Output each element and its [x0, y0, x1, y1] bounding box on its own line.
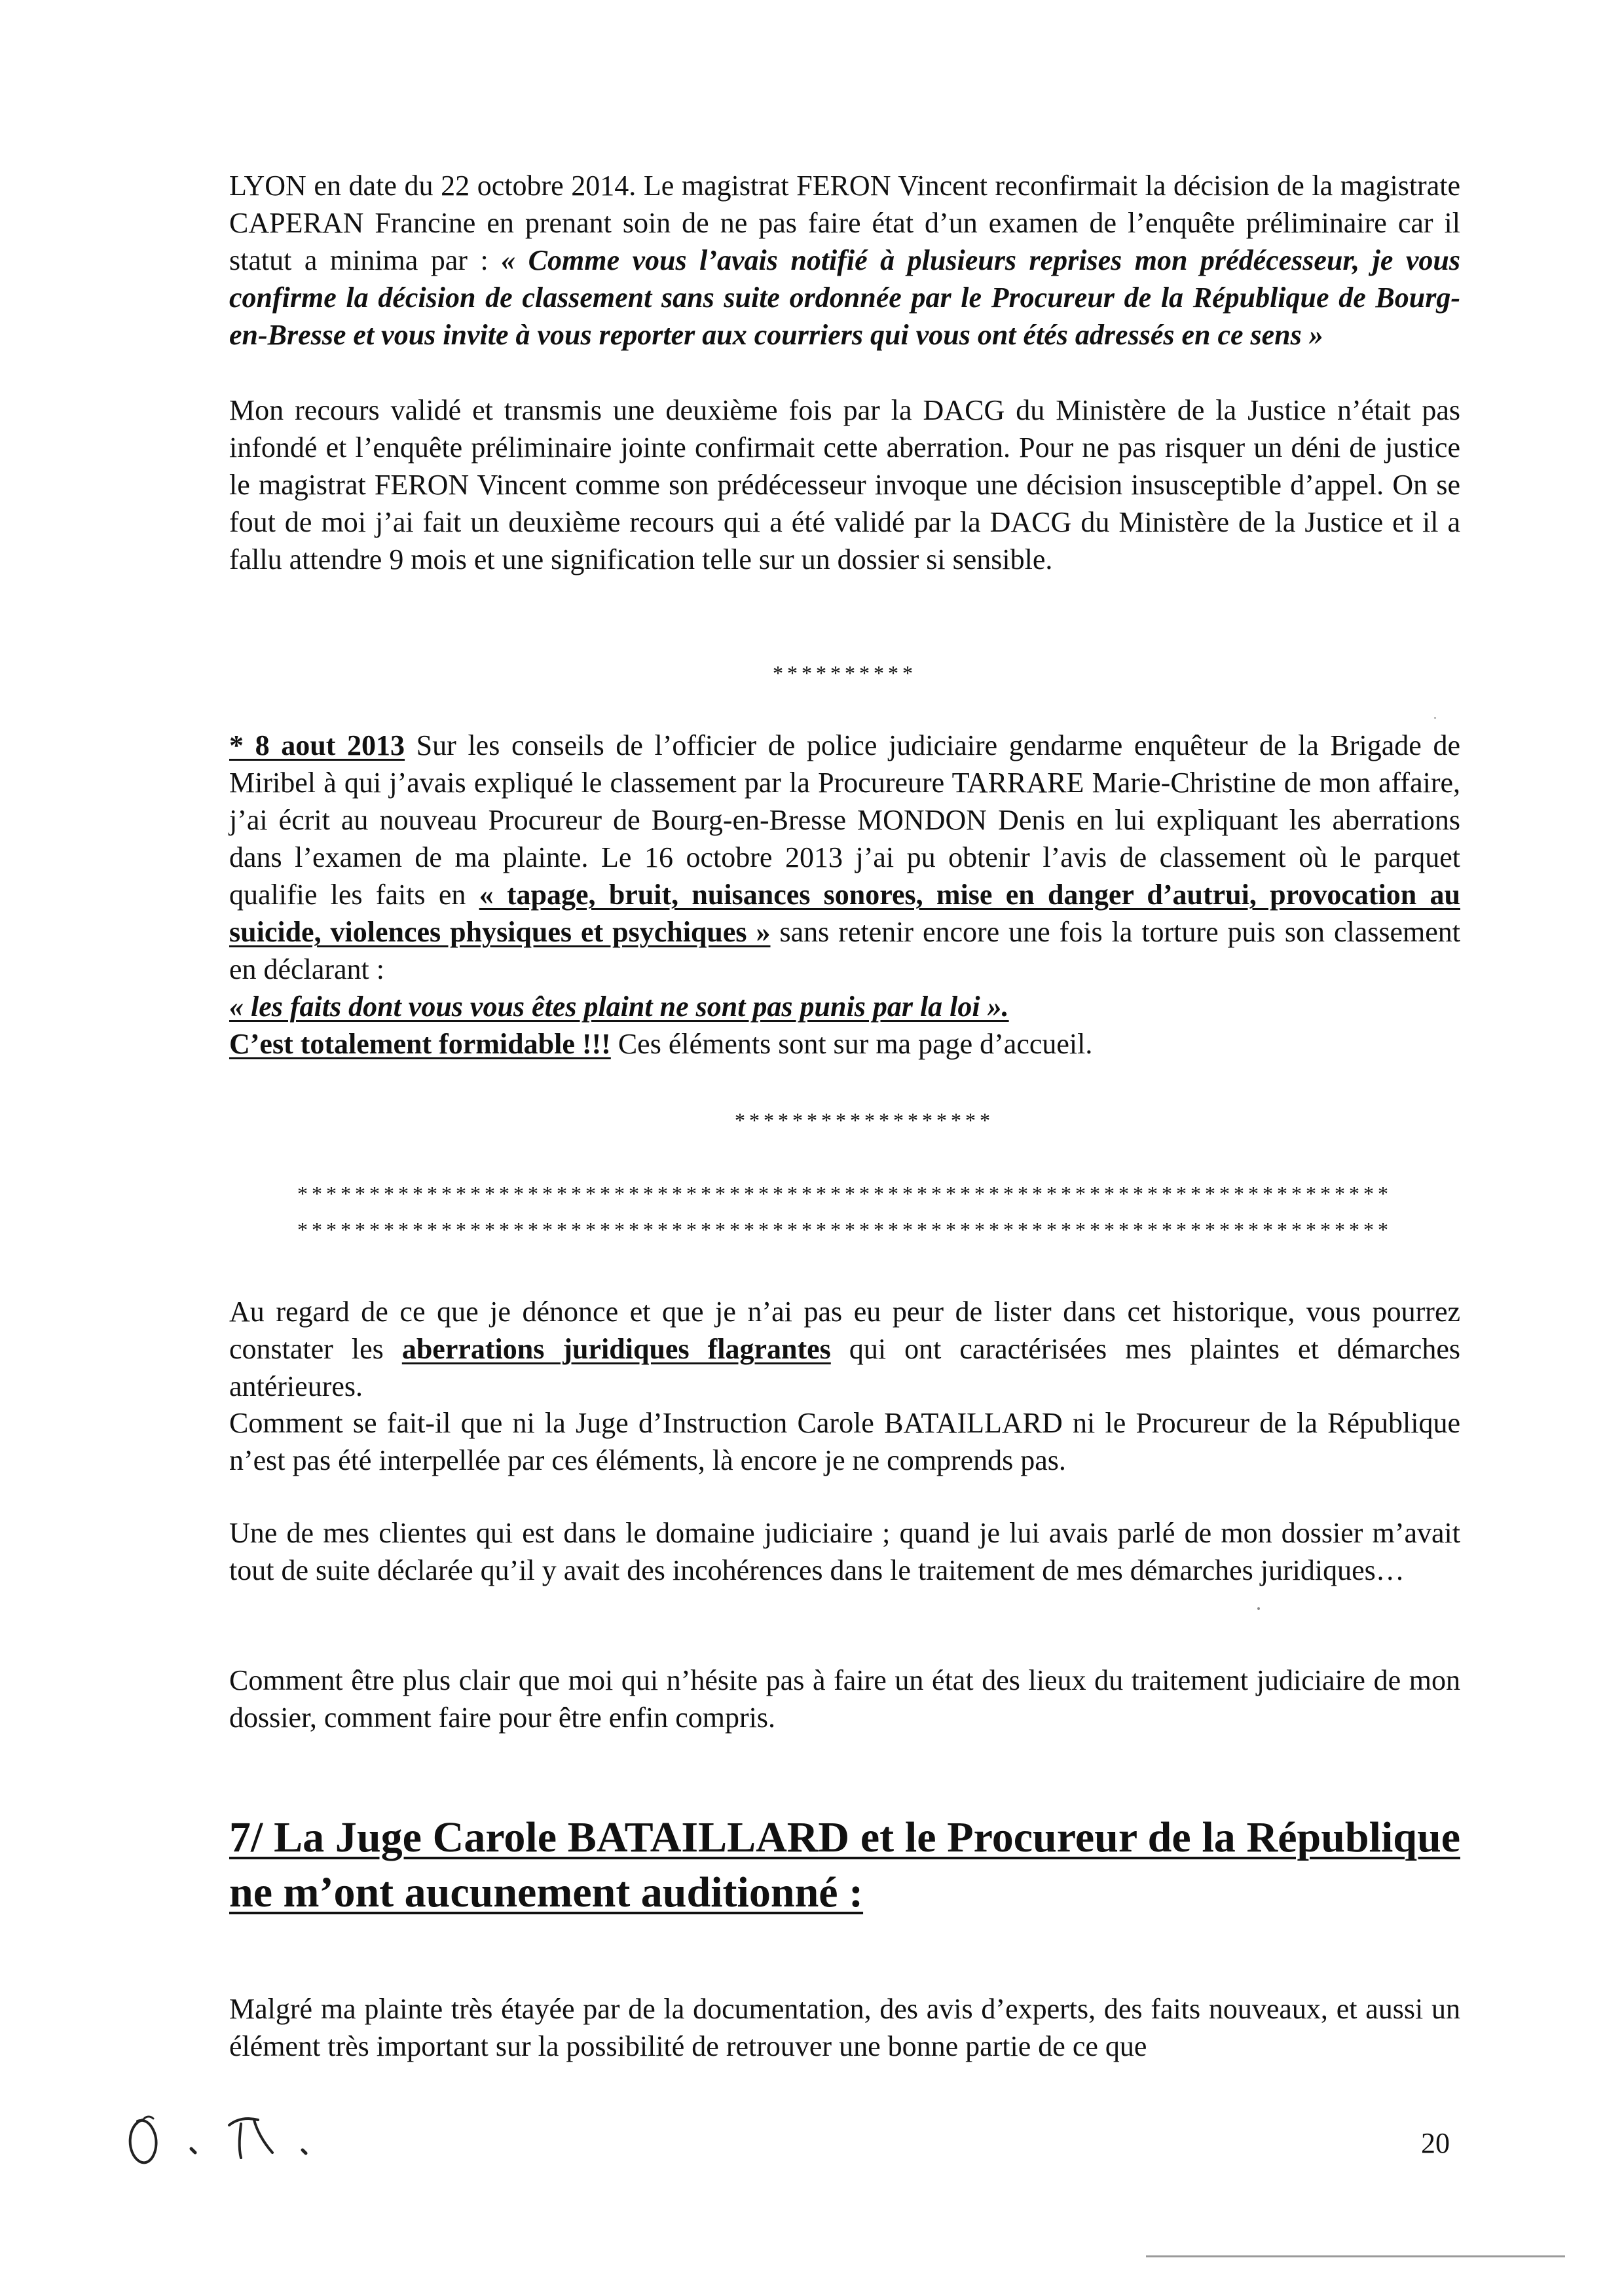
paragraph-aberrations [229, 1293, 1460, 1405]
separator-stars: ****************** [735, 1108, 994, 1132]
paragraph-text: Sur les conseils de l’officier de police judiciaire gendarme enquêteur de la Brigade de Miribel à qui j’avais expliqué le classement par la Procureure TARRARE Marie-Christine de mon affaire, j’ai écrit au nouveau Procureur de Bourg-en-Bresse MONDON Denis en lui expliquant les aberrations dans l’examen de ma plainte. Le 16 octobre 2013 j’ai pu obtenir l’avis de classement où le parquet qualifie les faits en [229, 729, 1461, 911]
paragraph-cliente [229, 1514, 1460, 1589]
page-number: 20 [1421, 2127, 1450, 2159]
paragraph-text: Mon recours validé et transmis une deuxième fois par la DACG du Ministère de la Justice n’était pas infondé et l’enquête préliminaire jointe confirmait cette aberration. Pour ne pas risquer un déni de justice le magistrat FERON Vincent comme son prédécesseur invoque une décision insusceptible d’appel. On se fout de moi j’ai fait un deuxième recours qui a été validé par la DACG du Ministère de la Justice et il a fallu attendre 9 mois et une signification telle sur un dossier si sensible. [229, 394, 1460, 575]
paragraph-text: Une de mes clientes qui est dans le domaine judiciaire ; quand je lui avais parlé de mon dossier m’avait tout de suite déclarée qu’il y avait des incohérences dans le traitement de mes démarches juridiques… [229, 1517, 1460, 1586]
separator-stars: ********** [773, 661, 917, 685]
paragraph-text: Ces éléments sont sur ma page d’accueil. [610, 1028, 1093, 1060]
bottom-scan-line [1146, 2255, 1565, 2257]
section-heading-text: 7/ La Juge Carole BATAILLARD et le Procureur de la République ne m’ont aucunement auditionné : [229, 1813, 1460, 1916]
paragraph-text: Comment être plus clair que moi qui n’hésite pas à faire un état des lieux du traitement judiciaire de mon dossier, comment faire pour être enfin compris. [229, 1664, 1460, 1734]
quote-classement: « les faits dont vous vous êtes plaint ne sont pas punis par la loi ». [229, 991, 1009, 1023]
paragraph-recours [229, 392, 1460, 578]
paragraph-text: LYON en date du 22 octobre 2014. Le magistrat FERON Vincent reconfirmait la décision de la magistrate CAPERAN Francine en prenant soin de ne pas faire état d’un examen de l’enquête préliminaire car il statut a minima par : [229, 170, 1460, 276]
exclamation: C’est totalement formidable !!! [229, 1028, 611, 1060]
handwritten-initials [118, 2102, 334, 2183]
scan-speck [1257, 1607, 1260, 1610]
qualification-quote: « tapage, bruit, nuisances sonores, mise en danger d’autrui, provocation au suicide, violences physiques et psychiques » [229, 879, 1460, 948]
date-label: * 8 aout 2013 [229, 729, 405, 761]
paragraph-8-aout-2013 [229, 727, 1460, 1063]
quote-feron: « Comme vous l’avais notifié à plusieurs reprises mon prédécesseur, je vous confirme la décision de classement sans suite ordonnée par le Procureur de la République de Bourg-en-Bresse et vous invite à vous reporter aux courriers qui vous ont étés adressés en ce sens » [229, 244, 1460, 351]
emphasis-aberrations: aberrations juridiques flagrantes [401, 1333, 831, 1365]
paragraph-text: qui ont caractérisées mes plaintes et démarches antérieures. [229, 1333, 1460, 1402]
signature-mark [118, 2102, 334, 2174]
section-heading [229, 1810, 1460, 1920]
paragraph-comment [229, 1662, 1460, 1736]
paragraph-malgre [229, 1990, 1460, 2065]
paragraph-text: sans retenir encore une fois la torture puis son classement en déclarant : [229, 916, 1460, 985]
paragraph-feron-decision [229, 167, 1460, 354]
paragraph-text: Comment se fait-il que ni la Juge d’Instruction Carole BATAILLARD ni le Procureur de la République n’est pas été interpellée par ces éléments, là encore je ne comprends pas. [229, 1407, 1460, 1476]
paragraph-text: Malgré ma plainte très étayée par de la documentation, des avis d’experts, des faits nouveaux, et aussi un élément très important sur la possibilité de retrouver une bonne partie de ce que [229, 1993, 1460, 2062]
paragraph-text: Au regard de ce que je dénonce et que je n’ai pas eu peur de lister dans cet historique, vous pourrez constater les [229, 1296, 1460, 1365]
paragraph-bataillard [229, 1404, 1460, 1479]
scan-speck [1434, 717, 1436, 719]
separator-stars-line: **************************************************************************** [297, 1218, 1392, 1241]
separator-stars-line: **************************************************************************** [297, 1182, 1392, 1205]
